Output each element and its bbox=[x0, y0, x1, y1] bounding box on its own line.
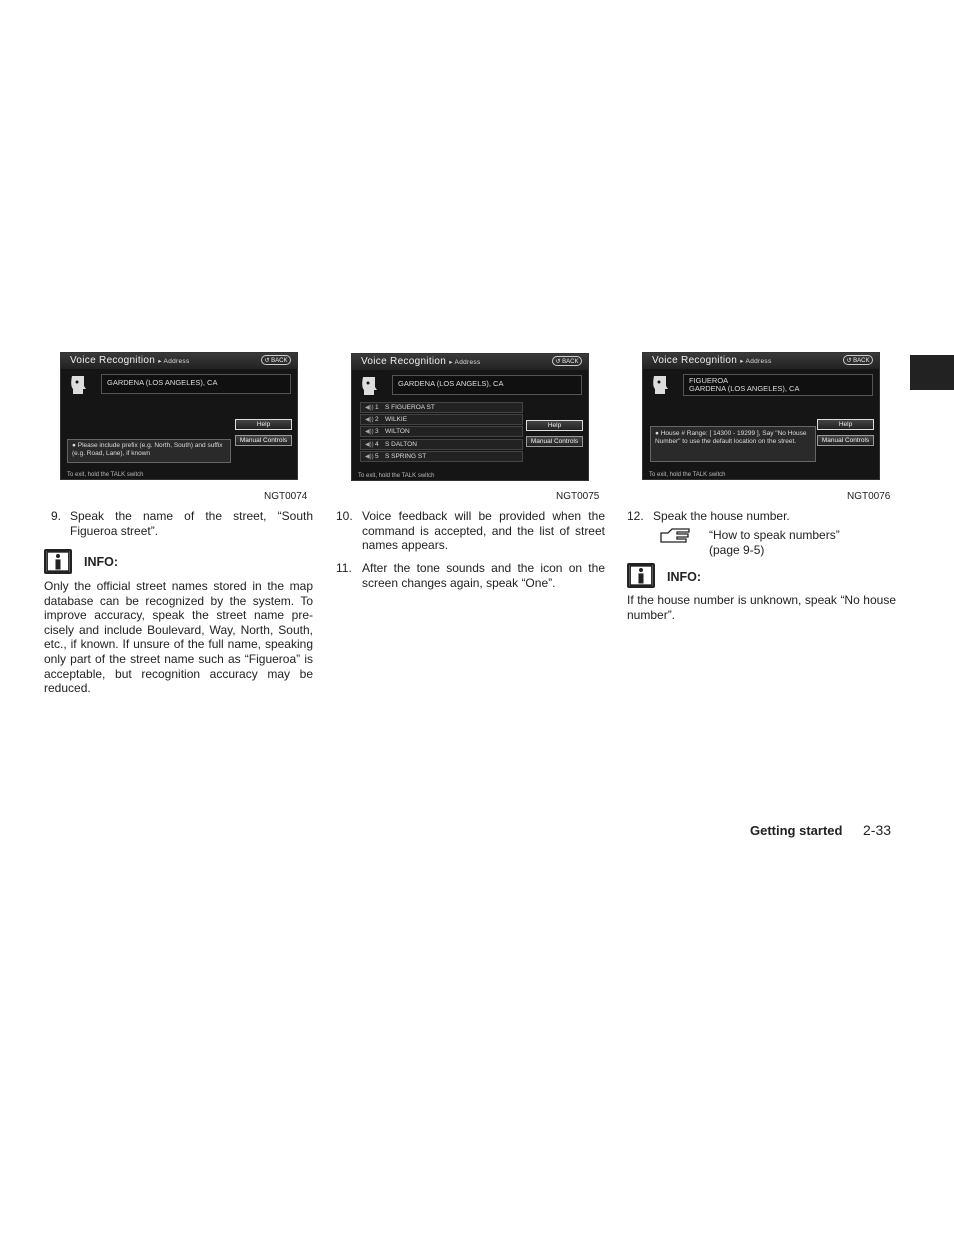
page-number: 2-33 bbox=[863, 822, 892, 838]
step-12-text: Speak the house number. bbox=[653, 509, 790, 523]
address-field: GARDENA (LOS ANGELES), CA bbox=[101, 374, 291, 394]
list-item[interactable]: ◀))1 S FIGUEROA ST bbox=[360, 402, 523, 413]
figure-code: NGT0075 bbox=[556, 491, 600, 502]
talk-hint: To exit, hold the TALK switch bbox=[649, 472, 726, 478]
cross-reference: “How to speak numbers” (page 9-5) bbox=[709, 528, 840, 557]
back-button[interactable]: ↺ BACK bbox=[552, 356, 582, 366]
step-number: 10. bbox=[336, 509, 353, 523]
voice-head-icon bbox=[651, 374, 669, 396]
street-list bbox=[360, 402, 523, 463]
manual-controls-button[interactable]: Manual Controls bbox=[235, 435, 292, 446]
list-item[interactable]: ◀))3 WILTON bbox=[360, 426, 523, 437]
hint-box: ● Please include prefix (e.g. North, South) and suffix (e.g. Road, Lane), if known bbox=[67, 439, 231, 463]
screen-title: Voice Recognition ▸ Address bbox=[652, 355, 772, 366]
screenshot-voice-recognition-2 bbox=[351, 353, 589, 481]
list-item[interactable]: ◀))2 WILKIE bbox=[360, 414, 523, 425]
address-field: GARDENA (LOS ANGELS), CA bbox=[392, 375, 582, 395]
info-icon bbox=[627, 563, 655, 588]
screen-title: Voice Recognition ▸ Address bbox=[361, 356, 481, 367]
back-button[interactable]: ↺ BACK bbox=[843, 355, 873, 365]
figure-code: NGT0074 bbox=[264, 491, 308, 502]
screenshot-voice-recognition-1 bbox=[60, 352, 298, 480]
talk-hint: To exit, hold the TALK switch bbox=[67, 472, 144, 478]
voice-head-speaking-icon bbox=[360, 375, 378, 397]
step-9-text: Speak the name of the street, “South Figueroa street”. bbox=[70, 509, 313, 538]
manual-controls-button[interactable]: Manual Controls bbox=[526, 436, 583, 447]
step-number: 11. bbox=[336, 561, 352, 575]
help-button[interactable]: Help bbox=[526, 420, 583, 431]
pointing-hand-icon bbox=[660, 527, 692, 545]
screen-title: Voice Recognition ▸ Address bbox=[70, 355, 190, 366]
info-text: Only the official street names stored in the map database can be recognized by the system. To improve accuracy, speak the street name pre- cisely and include Boulevard, Way, North, South, etc., if known. If unsure of the full name, speaking only part of the street name such as “Figueroa” is acceptable, but recognition accuracy may be reduced. bbox=[44, 579, 313, 696]
back-button[interactable]: ↺ BACK bbox=[261, 355, 291, 365]
step-number: 9. bbox=[51, 509, 62, 523]
figure-code: NGT0076 bbox=[847, 491, 891, 502]
info-label: INFO: bbox=[667, 570, 702, 584]
list-item[interactable]: ◀))5 S SPRING ST bbox=[360, 451, 523, 462]
voice-head-icon bbox=[69, 374, 87, 396]
screenshot-voice-recognition-3 bbox=[642, 352, 880, 480]
manual-controls-button[interactable]: Manual Controls bbox=[817, 435, 874, 446]
chapter-tab bbox=[910, 355, 954, 390]
house-range-box: ● House # Range: [ 14300 - 19299 ], Say "No House Number" to use the default location on the street. bbox=[650, 426, 816, 462]
info-text: If the house number is unknown, speak “No house number”. bbox=[627, 593, 896, 622]
step-10-text: Voice feedback will be provided when the command is accepted, and the list of street names appears. bbox=[362, 509, 605, 553]
help-button[interactable]: Help bbox=[235, 419, 292, 430]
talk-hint: To exit, hold the TALK switch bbox=[358, 473, 435, 479]
help-button[interactable]: Help bbox=[817, 419, 874, 430]
info-icon bbox=[44, 549, 72, 574]
list-item[interactable]: ◀))4 S DALTON bbox=[360, 439, 523, 450]
step-number: 12. bbox=[627, 509, 644, 523]
step-11-text: After the tone sounds and the icon on the screen changes again, speak “One”. bbox=[362, 561, 605, 590]
info-label: INFO: bbox=[84, 555, 119, 569]
section-title: Getting started bbox=[750, 823, 843, 838]
address-field: FIGUEROA GARDENA (LOS ANGELES), CA bbox=[683, 374, 873, 396]
